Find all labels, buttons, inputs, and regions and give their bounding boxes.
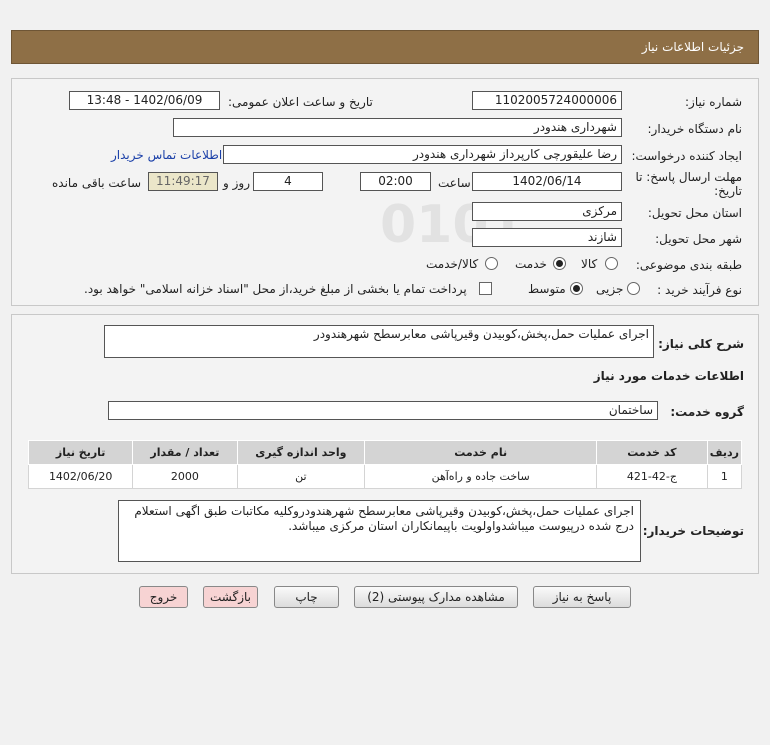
remaining-time-field: 11:49:17	[148, 172, 218, 191]
cell-service-code: ج-42-421	[597, 465, 708, 489]
category-label: طبقه بندی موضوعی:	[635, 258, 742, 272]
table-row	[29, 465, 742, 489]
buyer-org-label: نام دستگاه خریدار:	[647, 122, 742, 136]
category-option-goods-service: کالا/خدمت	[426, 257, 479, 271]
days-label: روز و	[223, 176, 250, 190]
buyer-contact-link[interactable]: اطلاعات تماس خریدار	[111, 148, 223, 162]
buyer-org-field: شهرداری هندودر	[173, 118, 622, 137]
cell-service-name: ساخت جاده و راه‌آهن	[365, 465, 597, 489]
category-radio-service[interactable]	[553, 257, 566, 270]
province-label: استان محل تحویل:	[647, 206, 742, 220]
deadline-label: مهلت ارسال پاسخ: تا	[635, 170, 742, 184]
table-header-row	[29, 441, 742, 465]
summary-field: اجرای عملیات حمل،پخش،کوبیدن وقیرپاشی معابرسطح شهرهندودر	[104, 325, 654, 358]
purchase-type-label: نوع فرآیند خرید :	[657, 283, 742, 297]
buyer-notes-field: اجرای عملیات حمل،پخش،کوبیدن وقیرپاشی معابرسطح شهرهندودروکلیه مکاتبات طبق اگهی استعلام درج شده درپیوست میباشدواولویت باپیمانکاران استان مرکزی میباشد.	[118, 500, 641, 562]
province-field: مرکزی	[472, 202, 622, 221]
print-button[interactable]: چاپ	[274, 586, 339, 608]
service-group-field: ساختمان	[108, 401, 658, 420]
city-label: شهر محل تحویل:	[655, 232, 742, 246]
purchase-radio-minor[interactable]	[627, 282, 640, 295]
services-table	[28, 440, 742, 489]
exit-button[interactable]: خروج	[139, 586, 188, 608]
col-header-service-code: کد خدمت	[597, 441, 708, 465]
category-option-service: خدمت	[515, 257, 547, 271]
deadline-date-field: 1402/06/14	[472, 172, 622, 191]
remaining-label: ساعت باقی مانده	[52, 176, 142, 190]
col-header-row-number: ردیف	[707, 441, 741, 465]
page-header	[11, 30, 759, 64]
announce-label: تاریخ و ساعت اعلان عمومی:	[228, 95, 373, 109]
category-radio-goods[interactable]	[605, 257, 618, 270]
services-section-title: اطلاعات خدمات مورد نیاز	[593, 369, 744, 383]
page-title: جزئیات اطلاعات نیاز	[641, 40, 744, 54]
category-option-goods: کالا	[581, 257, 598, 271]
announce-datetime-field: 1402/06/09 - 13:48	[69, 91, 220, 110]
col-header-quantity: تعداد / مقدار	[133, 441, 237, 465]
cell-unit: تن	[237, 465, 365, 489]
buyer-notes-label: توضیحات خریدار:	[642, 524, 744, 538]
cell-need-date: 1402/06/20	[29, 465, 133, 489]
deadline-label-date: تاریخ:	[714, 184, 742, 198]
col-header-unit: واحد اندازه گیری	[237, 441, 365, 465]
purchase-option-minor: جزیی	[596, 282, 624, 296]
creator-field: رضا علیقورچی کارپرداز شهرداری هندودر	[223, 145, 622, 164]
time-label: ساعت	[438, 176, 471, 190]
col-header-need-date: تاریخ نیاز	[29, 441, 133, 465]
days-remaining-field: 4	[253, 172, 323, 191]
cell-quantity: 2000	[133, 465, 237, 489]
reply-button[interactable]: پاسخ به نیاز	[533, 586, 631, 608]
col-header-service-name: نام خدمت	[365, 441, 597, 465]
service-group-label: گروه خدمت:	[670, 405, 744, 419]
purchase-option-medium: متوسط	[528, 282, 566, 296]
back-button[interactable]: بازگشت	[203, 586, 258, 608]
cell-row-number: 1	[707, 465, 741, 489]
view-attachments-button[interactable]: مشاهده مدارک پیوستی (2)	[354, 586, 518, 608]
need-number-field: 1102005724000006	[472, 91, 622, 110]
creator-label: ایجاد کننده درخواست:	[631, 149, 742, 163]
need-number-label: شماره نیاز:	[685, 95, 742, 109]
summary-label: شرح کلی نیاز:	[658, 337, 744, 351]
deadline-time-field: 02:00	[360, 172, 431, 191]
treasury-payment-checkbox[interactable]	[479, 282, 492, 295]
category-radio-goods-service[interactable]	[485, 257, 498, 270]
treasury-payment-note: پرداخت تمام یا بخشی از مبلغ خرید،از محل "اسناد خزانه اسلامی" خواهد بود.	[84, 282, 467, 296]
purchase-radio-medium[interactable]	[570, 282, 583, 295]
city-field: شازند	[472, 228, 622, 247]
